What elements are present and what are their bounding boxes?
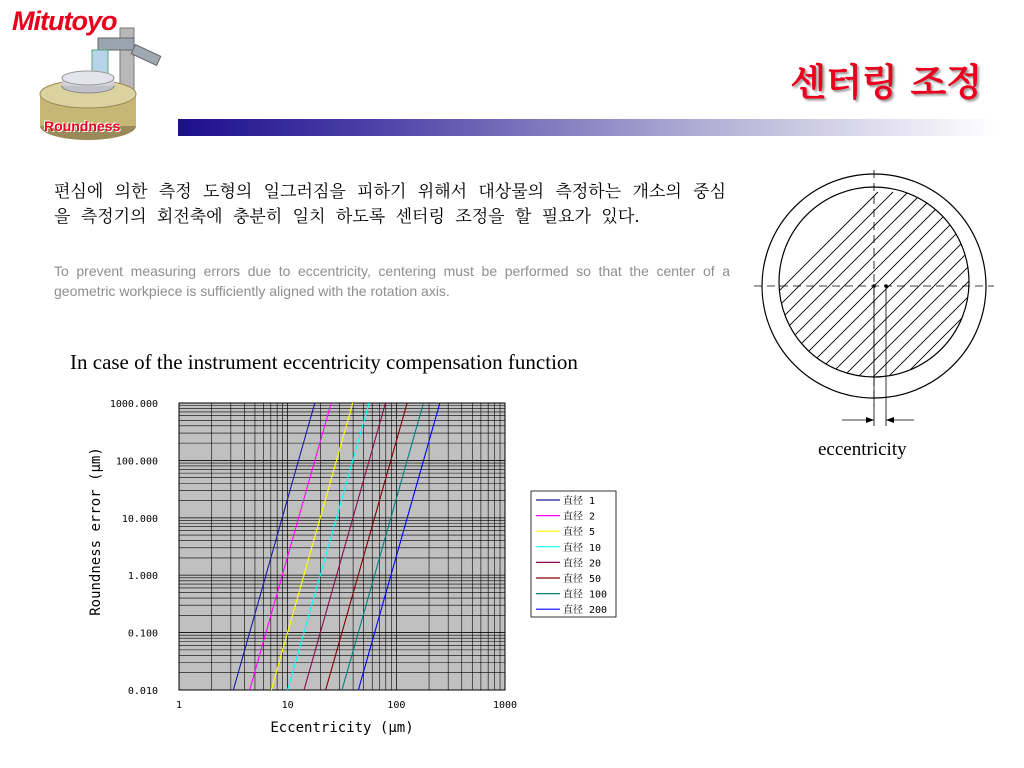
y-axis-title: Roundness error (μm): [88, 447, 104, 616]
brand-logo: Mitutoyo: [12, 6, 117, 36]
y-tick-label: 0.100: [127, 628, 158, 640]
legend-label-0: 直径 1: [563, 496, 596, 507]
page-title: 센터링 조정: [790, 61, 982, 104]
english-description: To prevent measuring errors due to eccentricity, centering must be performed so that the center of a geometric workpiece is sufficiently aligned with the rotation axis.: [54, 263, 730, 299]
x-tick-label: 1: [175, 700, 183, 711]
legend-label-2: 直径 5: [563, 527, 596, 539]
y-tick-label: 1.000: [127, 571, 158, 583]
x-tick-label: 1000: [492, 700, 518, 711]
x-tick-label: 100: [387, 700, 406, 711]
product-label: Roundness: [44, 118, 121, 134]
korean-description: 편심에 의한 측정 도형의 일그러짐을 피하기 위해서 대상물의 측정하는 개소의 중심을 측정기의 회전축에 충분히 일치 하도록 센터링 조정을 할 필요가 있다.: [54, 182, 726, 227]
legend-label-7: 直径 200: [563, 605, 608, 617]
y-tick-label: 100.000: [115, 456, 158, 468]
y-tick-label: 1000.000: [109, 399, 158, 410]
legend-label-5: 直径 50: [563, 574, 602, 585]
plot-area: [179, 403, 505, 690]
x-axis-title: Eccentricity (μm): [270, 720, 414, 736]
legend-label-3: 直径 10: [563, 542, 602, 554]
y-tick-label: 0.010: [127, 686, 158, 697]
legend-label-6: 直径 100: [563, 589, 608, 601]
legend-label-1: 直径 2: [563, 511, 596, 523]
legend-label-4: 直径 20: [563, 558, 602, 570]
x-tick-label: 10: [281, 700, 294, 711]
chart-heading: In case of the instrument eccentricity compensation function: [70, 350, 578, 374]
eccentricity-label: eccentricity: [818, 439, 907, 460]
y-tick-label: 10.000: [121, 513, 158, 525]
